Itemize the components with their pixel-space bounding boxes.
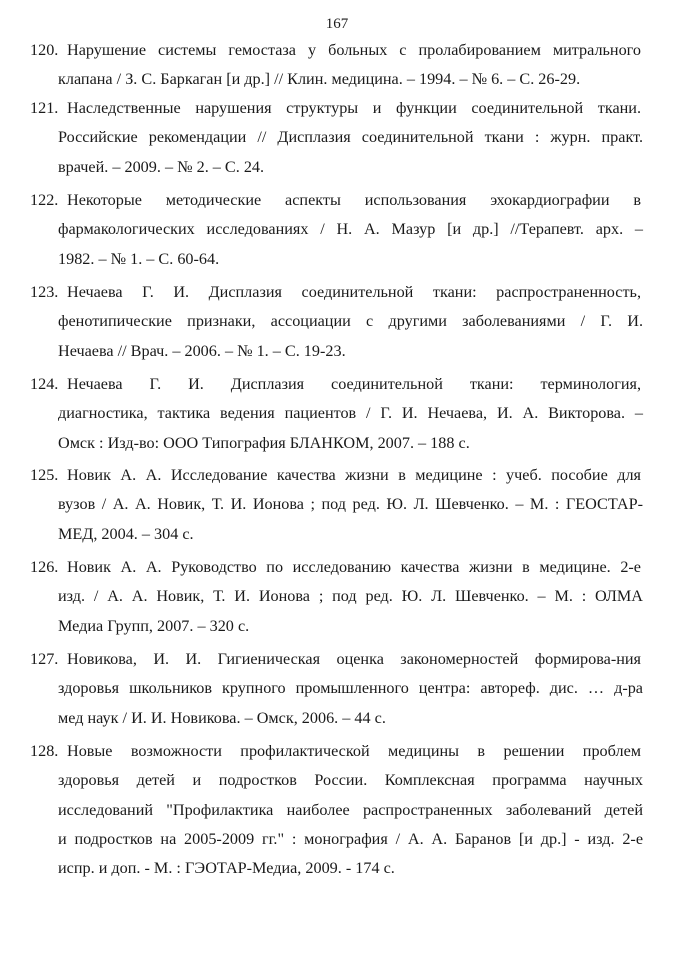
reference-text: Новикова, И. И. Гигиеническая оценка закономерностей формирова-ния xyxy=(67,650,641,668)
reference-line: Нечаева // Врач. – 2006. – № 1. – С. 19-23. xyxy=(58,341,346,360)
reference-line: Медиа Групп, 2007. – 320 с. xyxy=(58,616,250,635)
reference-line xyxy=(30,36,643,65)
reference-number: 125. xyxy=(30,466,59,484)
reference-number: 123. xyxy=(30,283,59,301)
reference-line: Омск : Изд-во: ООО Типография БЛАНКОМ, 2007. – 188 с. xyxy=(58,433,470,452)
reference-line: фармакологических исследованиях / Н. А. Мазур [и др.] //Терапевт. арх. – xyxy=(58,220,643,239)
reference-item xyxy=(30,737,643,883)
reference-text: Некоторые методические аспекты использования эхокардиографии в xyxy=(67,191,641,209)
reference-item xyxy=(30,645,643,733)
reference-number: 124. xyxy=(30,375,59,393)
reference-number: 121. xyxy=(30,99,59,117)
reference-line xyxy=(30,94,643,123)
reference-line xyxy=(30,278,643,307)
reference-text: Новые возможности профилактической медицины в решении проблем xyxy=(67,742,641,760)
reference-item xyxy=(30,370,643,458)
reference-item xyxy=(30,553,643,641)
reference-item xyxy=(30,461,643,549)
reference-number: 127. xyxy=(30,650,59,668)
reference-line: изд. / А. А. Новик, Т. И. Ионова ; под ред. Ю. Л. Шевченко. – М. : ОЛМА xyxy=(58,587,643,606)
reference-text: Новик А. А. Исследование качества жизни в медицине : учеб. пособие для xyxy=(67,466,641,484)
reference-line: диагностика, тактика ведения пациентов / Г. И. Нечаева, И. А. Викторова. – xyxy=(58,404,643,423)
reference-item xyxy=(30,278,643,366)
reference-line: фенотипические признаки, ассоциации с другими заболеваниями / Г. И. xyxy=(58,312,643,331)
reference-number: 126. xyxy=(30,558,59,576)
reference-text: Нечаева Г. И. Дисплазия соединительной ткани: распространенность, xyxy=(67,283,641,301)
reference-line: мед наук / И. И. Новикова. – Омск, 2006. – 44 с. xyxy=(58,708,386,727)
reference-line: клапана / З. С. Баркаган [и др.] // Клин. медицина. – 1994. – № 6. – С. 26-29. xyxy=(58,70,581,89)
page-number: 167 xyxy=(325,16,349,32)
reference-line: МЕД, 2004. – 304 с. xyxy=(58,524,194,543)
reference-item xyxy=(30,94,643,182)
reference-line: 1982. – № 1. – С. 60-64. xyxy=(58,249,220,268)
reference-line xyxy=(30,186,643,215)
reference-line xyxy=(30,737,643,766)
reference-item xyxy=(30,186,643,274)
reference-line: Российские рекомендации // Дисплазия соединительной ткани : журн. практ. xyxy=(58,128,643,147)
reference-text: Новик А. А. Руководство по исследованию качества жизни в медицине. 2-е xyxy=(67,558,641,576)
reference-text: Нарушение системы гемостаза у больных с пролабированием митрального xyxy=(67,41,641,59)
reference-line xyxy=(30,370,643,399)
reference-item xyxy=(30,36,643,95)
reference-line: здоровья школьников крупного промышленного центра: автореф. дис. … д-ра xyxy=(58,679,643,698)
reference-number: 122. xyxy=(30,191,59,209)
reference-number: 128. xyxy=(30,742,59,760)
reference-line: здоровья детей и подростков России. Комплексная программа научных xyxy=(58,771,643,790)
reference-text: Наследственные нарушения структуры и функции соединительной ткани. xyxy=(67,99,641,117)
reference-text: Нечаева Г. И. Дисплазия соединительной ткани: терминология, xyxy=(67,375,641,393)
reference-line xyxy=(30,461,643,490)
reference-line: вузов / А. А. Новик, Т. И. Ионова ; под ред. Ю. Л. Шевченко. – М. : ГЕОСТАР- xyxy=(58,495,643,514)
reference-number: 120. xyxy=(30,41,59,59)
reference-line xyxy=(30,645,643,674)
reference-line: исследований "Профилактика наиболее распространенных заболеваний детей xyxy=(58,800,643,819)
reference-line: и подростков на 2005-2009 гг." : монография / А. А. Баранов [и др.] - изд. 2-е xyxy=(58,829,643,848)
reference-line xyxy=(30,553,643,582)
reference-line: испр. и доп. - М. : ГЭОТАР-Медиа, 2009. - 174 с. xyxy=(58,859,395,878)
reference-line: врачей. – 2009. – № 2. – С. 24. xyxy=(58,157,265,176)
